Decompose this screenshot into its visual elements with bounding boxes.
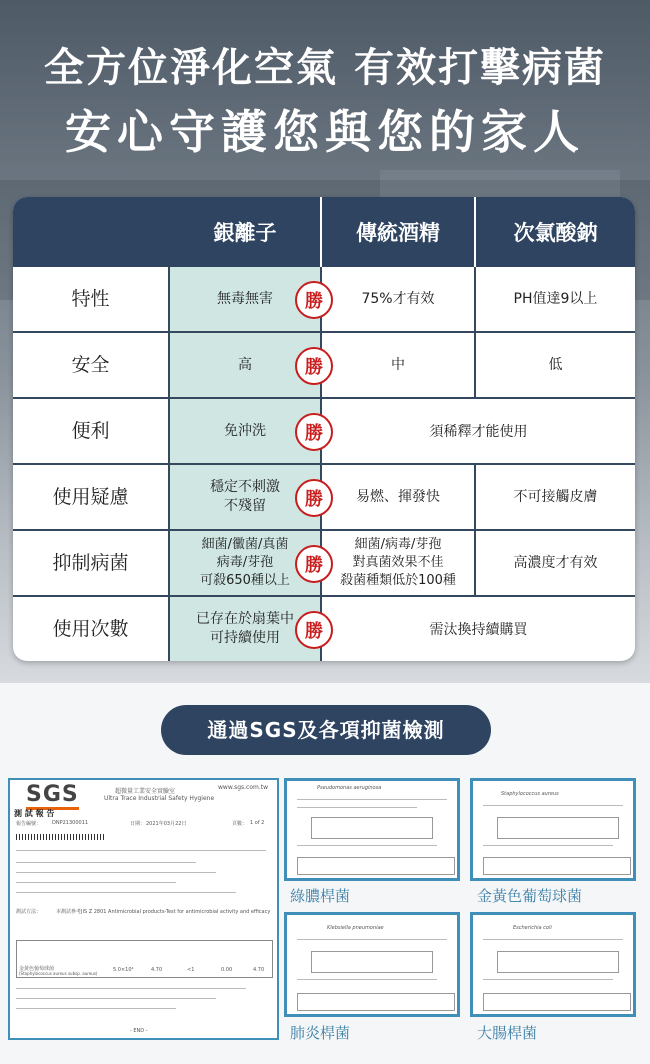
silver-cell: 免沖洗 [170,399,320,463]
text-line [297,807,417,808]
table-header [13,197,635,267]
column-divider [168,267,170,331]
table-row [13,531,635,595]
lab-name-en: Ultra Trace Industrial Safety Hygiene [104,795,215,802]
certificate-ecoli [470,912,636,1017]
table-row [13,333,635,397]
silver-cell: 高 [170,333,320,397]
column-divider [474,267,476,331]
lab-website: www.sgs.com.tw [218,784,269,791]
report-no: DNP21300011 [52,820,89,826]
alcohol-cell: 易燃、揮發快 [356,488,440,505]
text-line [16,998,216,999]
text-line [297,939,447,940]
standard-text: 本測試參考JIS Z 2801 Antimicrobial products-Test for antimicrobial activity and efficacy [56,909,271,915]
hypochlorite-cell: 不可接觸皮膚 [513,488,598,505]
win-badge-icon: 勝 [295,281,333,319]
result-value: <1 [187,967,195,973]
certificate-organism: Pseudomonas aeruginosa [317,785,382,791]
data-table [311,951,433,973]
sgs-banner: 通過SGS及各項抑菌檢測 [161,705,491,755]
text-line [16,862,196,863]
column-divider [474,333,476,397]
report-title: 測 試 報 告 [14,809,55,818]
data-table [497,817,619,839]
win-badge-icon: 勝 [295,545,333,583]
text-line [483,979,613,980]
header-silver-ion: 銀離子 [213,221,277,245]
organism-name: 金黃色葡萄球菌 [19,966,55,972]
standard-label: 測試方法： [16,909,42,915]
column-divider [168,333,170,397]
report-page: 1 of 2 [250,820,265,826]
table-row [13,267,635,331]
table-row [13,597,635,661]
report-date-label: 日期： [130,821,146,827]
row-label: 使用疑慮 [52,486,129,508]
win-badge-icon: 勝 [295,479,333,517]
column-divider [168,531,170,595]
text-line [483,845,613,846]
column-divider [168,597,170,661]
certificate-caption: 肺炎桿菌 [290,1024,351,1042]
silver-cell: 細菌/黴菌/真菌 病毒/芽孢 可殺650種以上 [170,531,320,595]
certificate-organism: Staphylococcus aureus [501,791,559,797]
silver-cell: 穩定不刺激 不殘留 [170,465,320,529]
end-mark: - END - [130,1028,148,1034]
column-divider [168,465,170,529]
results-table [16,940,273,978]
row-label: 抑制病菌 [52,552,129,574]
text-line [16,892,236,893]
alcohol-cell: 中 [391,356,405,373]
barcode [16,834,106,840]
text-line [16,882,176,883]
report-date: 2021年03月22日 [146,821,187,827]
sgs-report-document [8,778,279,1040]
certificate-caption: 綠膿桿菌 [290,887,351,905]
result-value: 4.70 [151,967,163,973]
report-page-label: 頁數： [232,821,248,827]
data-table [483,993,631,1011]
row-label: 便利 [71,420,110,442]
win-badge-icon: 勝 [295,347,333,385]
certificate-organism: Klebsiella pneumoniae [327,925,384,931]
sgs-logo: SGS [26,782,79,807]
certificate-staphylococcus [470,778,636,881]
result-value: 0.00 [221,967,233,973]
merged-cell: 需汰換持續購買 [429,622,528,638]
text-line [16,850,266,851]
text-line [297,979,437,980]
certificate-caption: 金黃色葡萄球菌 [477,887,583,905]
row-label: 特性 [71,288,110,310]
lab-name: 超微量工業安全實驗室 [115,788,176,795]
certificate-klebsiella [284,912,460,1017]
column-divider [168,399,170,463]
header-divider [320,197,322,267]
organism-latin: (Staphylococcus aureus subsp. aureus) [19,971,98,976]
header-alcohol: 傳統酒精 [356,221,440,245]
column-divider [474,531,476,595]
header-hypochlorite: 次氯酸鈉 [513,221,598,245]
comparison-table [13,197,635,661]
certificate-caption: 大腸桿菌 [477,1024,538,1042]
text-line [483,805,623,806]
data-table [483,857,631,875]
table-row [13,465,635,529]
hero-title-line2: 安心守護您與您的家人 [65,105,585,159]
data-table [297,993,455,1011]
alcohol-cell: 細菌/病毒/芽孢 對真菌效果不佳 殺菌種類低於100種 [340,537,456,588]
text-line [16,988,246,989]
data-table [311,817,433,839]
text-line [297,799,447,800]
text-line [297,845,437,846]
result-value: 5.0×10⁴ [113,967,134,973]
win-badge-icon: 勝 [295,611,333,649]
header-divider [474,197,476,267]
hypochlorite-cell: PH值達9以上 [513,290,598,307]
alcohol-cell: 75%才有效 [361,290,435,307]
win-badge-icon: 勝 [295,413,333,451]
data-table [297,857,455,875]
merged-cell: 須稀釋才能使用 [429,424,528,440]
table-row [13,399,635,463]
text-line [483,939,623,940]
certificate-pseudomonas [284,778,460,881]
row-label: 使用次數 [52,618,129,640]
text-line [16,872,216,873]
data-table [497,951,619,973]
certificate-organism: Escherichia coli [513,925,552,931]
silver-cell: 已存在於扇葉中 可持續使用 [170,597,320,661]
row-label: 安全 [71,354,110,376]
silver-cell: 無毒無害 [170,267,320,331]
hypochlorite-cell: 低 [548,356,563,373]
result-value: 4.70 [253,967,265,973]
hypochlorite-cell: 高濃度才有效 [513,554,598,571]
column-divider [474,465,476,529]
report-no-label: 報告編號： [16,821,42,827]
text-line [16,1008,176,1009]
hero-title-line1: 全方位淨化空氣 有效打擊病菌 [44,45,606,91]
